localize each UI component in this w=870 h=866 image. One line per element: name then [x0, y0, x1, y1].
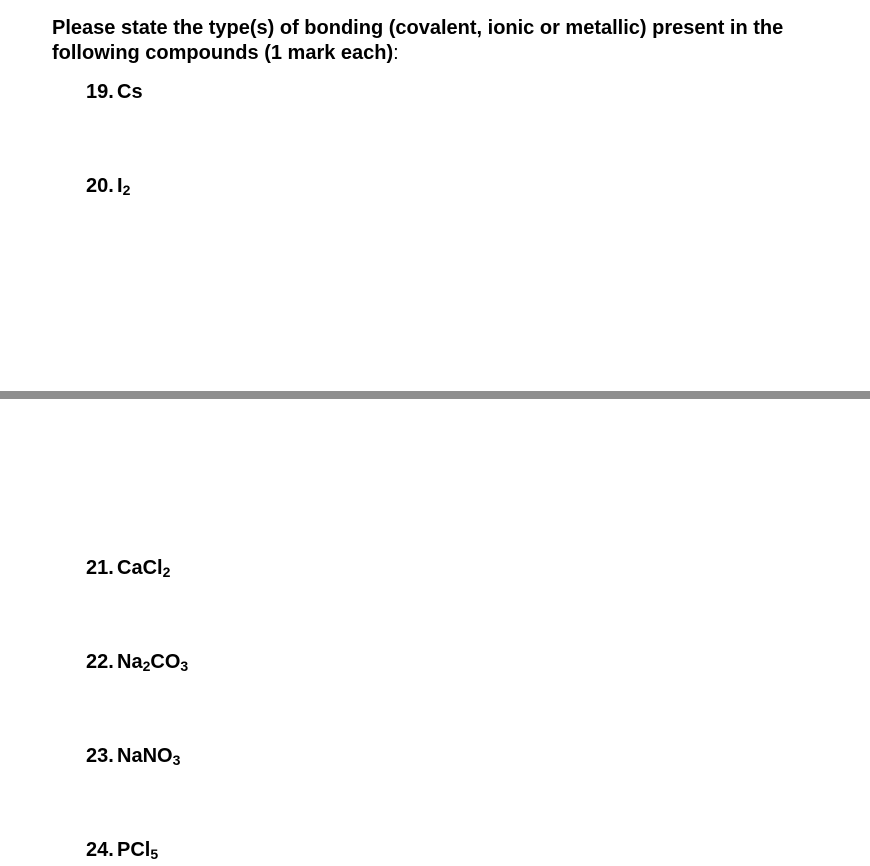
question-formula	[117, 175, 130, 197]
question-19	[86, 80, 143, 104]
question-number: 22.	[86, 651, 114, 673]
formula-symbol: Cs	[117, 81, 143, 103]
instructions	[52, 16, 862, 66]
formula-subscript: 3	[172, 752, 181, 768]
formula-symbol: I	[117, 175, 123, 197]
formula-subscript: 2	[142, 658, 151, 674]
formula-subscript: 3	[180, 658, 189, 674]
formula-subscript: 2	[162, 564, 171, 580]
formula-symbol: Na	[117, 651, 143, 673]
question-formula	[117, 745, 180, 767]
question-number: 21.	[86, 557, 114, 579]
formula-symbol: CaCl	[117, 557, 163, 579]
page-divider	[0, 391, 870, 399]
formula-symbol: NaNO	[117, 745, 173, 767]
question-formula	[117, 81, 143, 103]
question-22	[86, 650, 188, 674]
instructions-colon: :	[393, 42, 399, 64]
formula-symbol: CO	[150, 651, 181, 673]
formula-subscript: 5	[150, 846, 159, 862]
formula-subscript: 2	[122, 182, 131, 198]
question-number: 19.	[86, 81, 114, 103]
instructions-text: Please state the type(s) of bonding (covalent, ionic or metallic) present in the following compounds (1 mark each)	[52, 17, 784, 64]
question-number: 23.	[86, 745, 114, 767]
question-number: 20.	[86, 175, 114, 197]
question-23	[86, 744, 180, 768]
question-number: 24.	[86, 839, 114, 861]
question-20	[86, 174, 130, 198]
question-formula	[117, 651, 188, 673]
question-21	[86, 556, 170, 580]
question-24	[86, 838, 158, 862]
question-formula	[117, 839, 158, 861]
formula-symbol: PCl	[117, 839, 151, 861]
question-formula	[117, 557, 170, 579]
